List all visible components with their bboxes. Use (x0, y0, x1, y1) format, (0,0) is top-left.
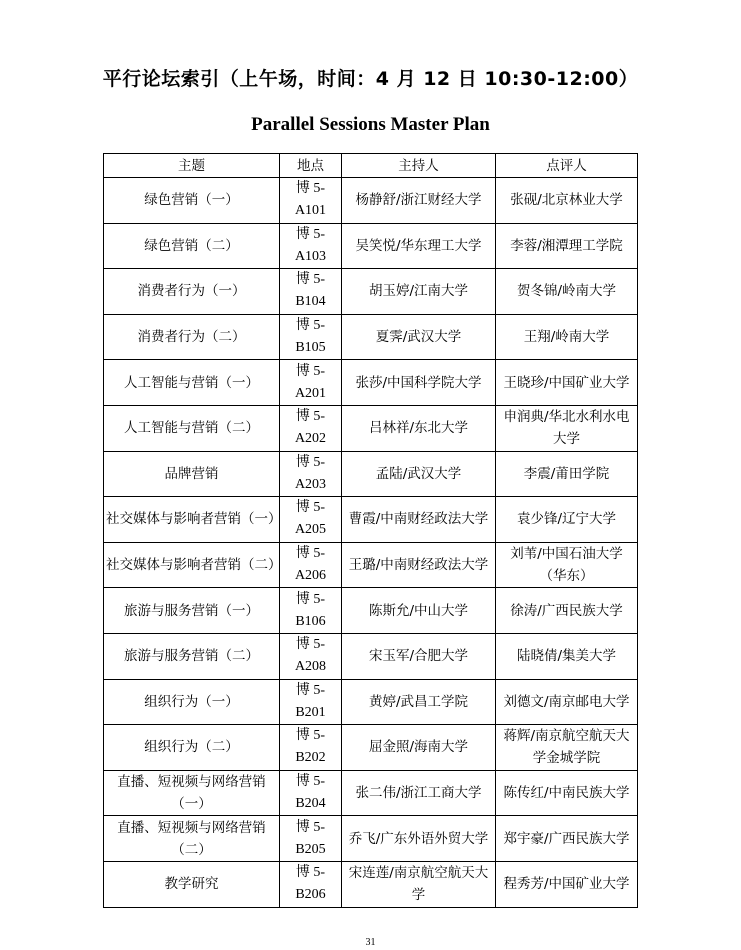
cell-reviewer: 蒋辉/南京航空航天大学金城学院 (496, 725, 638, 771)
cell-reviewer: 袁少锋/辽宁大学 (496, 497, 638, 543)
session-table (103, 153, 638, 908)
table-row (104, 314, 638, 360)
cell-host: 张二伟/浙江工商大学 (342, 770, 496, 816)
cell-location: 博 5-B205 (280, 816, 342, 862)
header-reviewer: 点评人 (496, 154, 638, 178)
cell-location: 博 5-A103 (280, 223, 342, 269)
cell-topic: 人工智能与营销（一） (104, 360, 280, 406)
page-subtitle: Parallel Sessions Master Plan (251, 114, 490, 135)
cell-topic: 品牌营销 (104, 451, 280, 497)
cell-location: 博 5-B105 (280, 314, 342, 360)
cell-topic: 旅游与服务营销（一） (104, 588, 280, 634)
cell-location: 博 5-B202 (280, 725, 342, 771)
cell-reviewer: 陆晓倩/集美大学 (496, 633, 638, 679)
table-row (104, 360, 638, 406)
cell-reviewer: 贺冬锦/岭南大学 (496, 269, 638, 315)
cell-host: 屈金照/海南大学 (342, 725, 496, 771)
header-topic: 主题 (104, 154, 280, 178)
page-title: 平行论坛索引（上午场，时间：4 月 12 日 10:30-12:00） (102, 68, 639, 90)
cell-reviewer: 陈传红/中南民族大学 (496, 770, 638, 816)
cell-host: 宋玉军/合肥大学 (342, 633, 496, 679)
cell-topic: 教学研究 (104, 861, 280, 907)
cell-location: 博 5-A101 (280, 178, 342, 224)
cell-host: 吴笑悦/华东理工大学 (342, 223, 496, 269)
table-row (104, 679, 638, 725)
cell-reviewer: 徐涛/广西民族大学 (496, 588, 638, 634)
cell-host: 杨静舒/浙江财经大学 (342, 178, 496, 224)
cell-location: 博 5-A205 (280, 497, 342, 543)
cell-reviewer: 程秀芳/中国矿业大学 (496, 861, 638, 907)
table-row (104, 816, 638, 862)
table-row (104, 497, 638, 543)
cell-topic: 社交媒体与影响者营销（一） (104, 497, 280, 543)
table-row (104, 633, 638, 679)
table-row (104, 861, 638, 907)
table-row (104, 542, 638, 588)
cell-location: 博 5-B106 (280, 588, 342, 634)
cell-host: 陈斯允/中山大学 (342, 588, 496, 634)
cell-topic: 直播、短视频与网络营销（二） (104, 816, 280, 862)
cell-topic: 绿色营销（二） (104, 223, 280, 269)
cell-reviewer: 刘苇/中国石油大学（华东） (496, 542, 638, 588)
cell-location: 博 5-A202 (280, 405, 342, 451)
cell-host: 孟陆/武汉大学 (342, 451, 496, 497)
cell-reviewer: 李震/莆田学院 (496, 451, 638, 497)
table-row (104, 588, 638, 634)
cell-topic: 社交媒体与影响者营销（二） (104, 542, 280, 588)
header-host: 主持人 (342, 154, 496, 178)
cell-reviewer: 郑宇豪/广西民族大学 (496, 816, 638, 862)
cell-location: 博 5-B204 (280, 770, 342, 816)
cell-location: 博 5-B201 (280, 679, 342, 725)
table-row (104, 223, 638, 269)
table-row (104, 178, 638, 224)
cell-topic: 旅游与服务营销（二） (104, 633, 280, 679)
table-row (104, 405, 638, 451)
table-row (104, 770, 638, 816)
cell-host: 吕林祥/东北大学 (342, 405, 496, 451)
table-row (104, 451, 638, 497)
cell-reviewer: 刘德文/南京邮电大学 (496, 679, 638, 725)
cell-location: 博 5-A206 (280, 542, 342, 588)
cell-host: 曹霞/中南财经政法大学 (342, 497, 496, 543)
cell-host: 宋连莲/南京航空航天大学 (342, 861, 496, 907)
cell-topic: 消费者行为（二） (104, 314, 280, 360)
cell-location: 博 5-A208 (280, 633, 342, 679)
cell-host: 夏霁/武汉大学 (342, 314, 496, 360)
table-header-row (104, 154, 638, 178)
table-row (104, 269, 638, 315)
cell-reviewer: 王晓珍/中国矿业大学 (496, 360, 638, 406)
cell-location: 博 5-B206 (280, 861, 342, 907)
cell-host: 胡玉婷/江南大学 (342, 269, 496, 315)
cell-topic: 组织行为（一） (104, 679, 280, 725)
cell-host: 乔飞/广东外语外贸大学 (342, 816, 496, 862)
cell-reviewer: 李蓉/湘潭理工学院 (496, 223, 638, 269)
cell-topic: 绿色营销（一） (104, 178, 280, 224)
cell-topic: 人工智能与营销（二） (104, 405, 280, 451)
cell-host: 黄婷/武昌工学院 (342, 679, 496, 725)
cell-host: 王璐/中南财经政法大学 (342, 542, 496, 588)
table-row (104, 725, 638, 771)
cell-topic: 直播、短视频与网络营销（一） (104, 770, 280, 816)
cell-reviewer: 王翔/岭南大学 (496, 314, 638, 360)
cell-host: 张莎/中国科学院大学 (342, 360, 496, 406)
cell-location: 博 5-B104 (280, 269, 342, 315)
cell-location: 博 5-A201 (280, 360, 342, 406)
cell-topic: 组织行为（二） (104, 725, 280, 771)
cell-reviewer: 申润典/华北水利水电大学 (496, 405, 638, 451)
page-number: 31 (365, 937, 376, 948)
cell-topic: 消费者行为（一） (104, 269, 280, 315)
cell-reviewer: 张砚/北京林业大学 (496, 178, 638, 224)
cell-location: 博 5-A203 (280, 451, 342, 497)
header-location: 地点 (280, 154, 342, 178)
